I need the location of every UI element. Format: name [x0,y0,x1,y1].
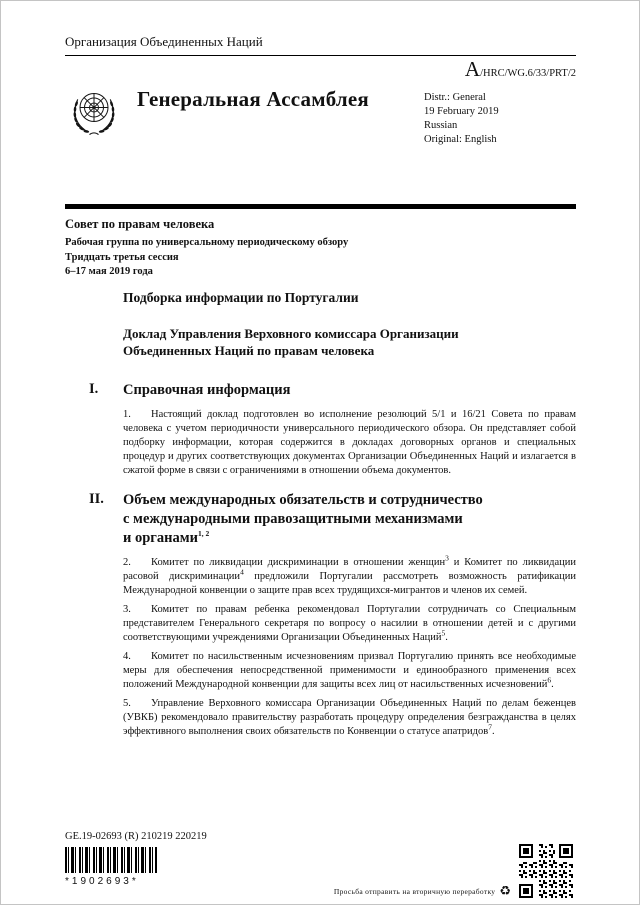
session-body-name: Совет по правам человека [65,217,215,231]
paragraph-number: 2. [123,557,131,568]
doc-symbol-letter: A [464,57,481,81]
paragraph-number: 4. [123,651,131,662]
distribution-block [424,84,576,147]
qr-code [519,844,573,898]
section-2-numeral: II. [89,491,104,507]
doc-symbol-rest: /HRC/WG.6/33/PRT/2 [480,68,576,79]
paragraph-2 [123,553,576,598]
recycle-text: Просьба отправить на вторичную переработку [333,887,496,896]
paragraph-1 [123,408,576,478]
paragraph-4 [123,650,576,692]
document-body [65,290,576,739]
org-name: Организация Объединенных Наций [65,1,576,56]
paragraph-text: Комитет по ликвидации дискриминации в отношении женщин$^3$ и Комитет по ликвидации расовой дискриминации$^4$ предложили Португалии рассмотреть возможность ратификации Международной конвенции о защите прав всех трудящихся-мигрантов и членов их семей. [123,553,576,596]
separator-bar [65,204,576,209]
masthead [65,1,576,147]
un-emblem-icon [65,84,123,140]
paragraph-number: 5. [123,698,131,709]
section-1-heading-row [65,381,576,400]
assembly-title: Генеральная Ассамблея [137,87,369,111]
masthead-main-row [65,84,576,147]
distr-line: 19 February 2019 [424,106,499,117]
recycle-notice [334,885,511,898]
paragraph-text: Комитет по насильственным исчезновениям призвал Португалию принять все необходимые меры для обеспечения непосредственной применимости и единообразного применения всех положений Международной конвенции для защиты всех лиц от насильственных исчезновений$^6$. [123,651,576,690]
session-number: Тридцать третья сессия [65,251,179,263]
distr-line: Russian [424,120,458,131]
document-subtitle: Доклад Управления Верховного комиссара Организации Объединенных Наций по правам человека [123,326,459,358]
distr-line: Distr.: General [424,92,486,103]
paragraph-3 [123,603,576,645]
session-info [65,217,576,280]
document-title: Подборка информации по Португалии [123,290,359,305]
paragraph-text: Управление Верховного комиссара Организации Объединенных Наций по делам беженцев (УВКБ) рекомендовало правительству разработать процедуру определения безгражданства в целях эффективного выполнения своих обязательств по Конвенции о статусе апатридов$^7$. [123,698,576,737]
distr-line: Original: English [424,134,497,145]
session-working-group: Рабочая группа по универсальному периодическому обзору [65,237,349,248]
section-2-heading-row [65,491,576,548]
paragraph-5 [123,697,576,739]
paragraph-text: Комитет по правам ребенка рекомендовал Португалии сотрудничать со Специальным представителем Генерального секретаря по вопросу о насилии в отношении детей и с другими соответствующими учреждениями Организации Объединенных Наций$^5$. [123,604,576,643]
paragraph-number: 3. [123,604,131,615]
paragraph-number: 1. [123,409,131,420]
barcode-text: *1902693* [65,876,139,887]
section-1-numeral: I. [89,381,99,397]
section-2-title: Объем международных обязательств и сотрудничество с международными правозащитными механизмами и органами$^{1, 2}$ [123,492,483,546]
session-dates: 6–17 мая 2019 года [65,266,153,277]
barcode-block [65,847,157,887]
section-1-title: Справочная информация [123,382,291,398]
footer-reference-code: GE.19-02693 (R) 210219 220219 [65,831,207,842]
barcode [65,847,157,873]
paragraph-text: Настоящий доклад подготовлен во исполнение резолюций 5/1 и 16/21 Совета по правам человека с учетом периодичности универсального периодического обзора. Он представляет собой подборку информации, которая содержится в докладах договорных органов и специальных процедур и других соответствующих документах Организации Объединенных Наций и излагается в сжатой форме в связи с ограничениями в отношении объема документов. [123,409,576,476]
recycle-icon: ♻ [499,884,511,899]
doc-symbol [65,57,576,82]
